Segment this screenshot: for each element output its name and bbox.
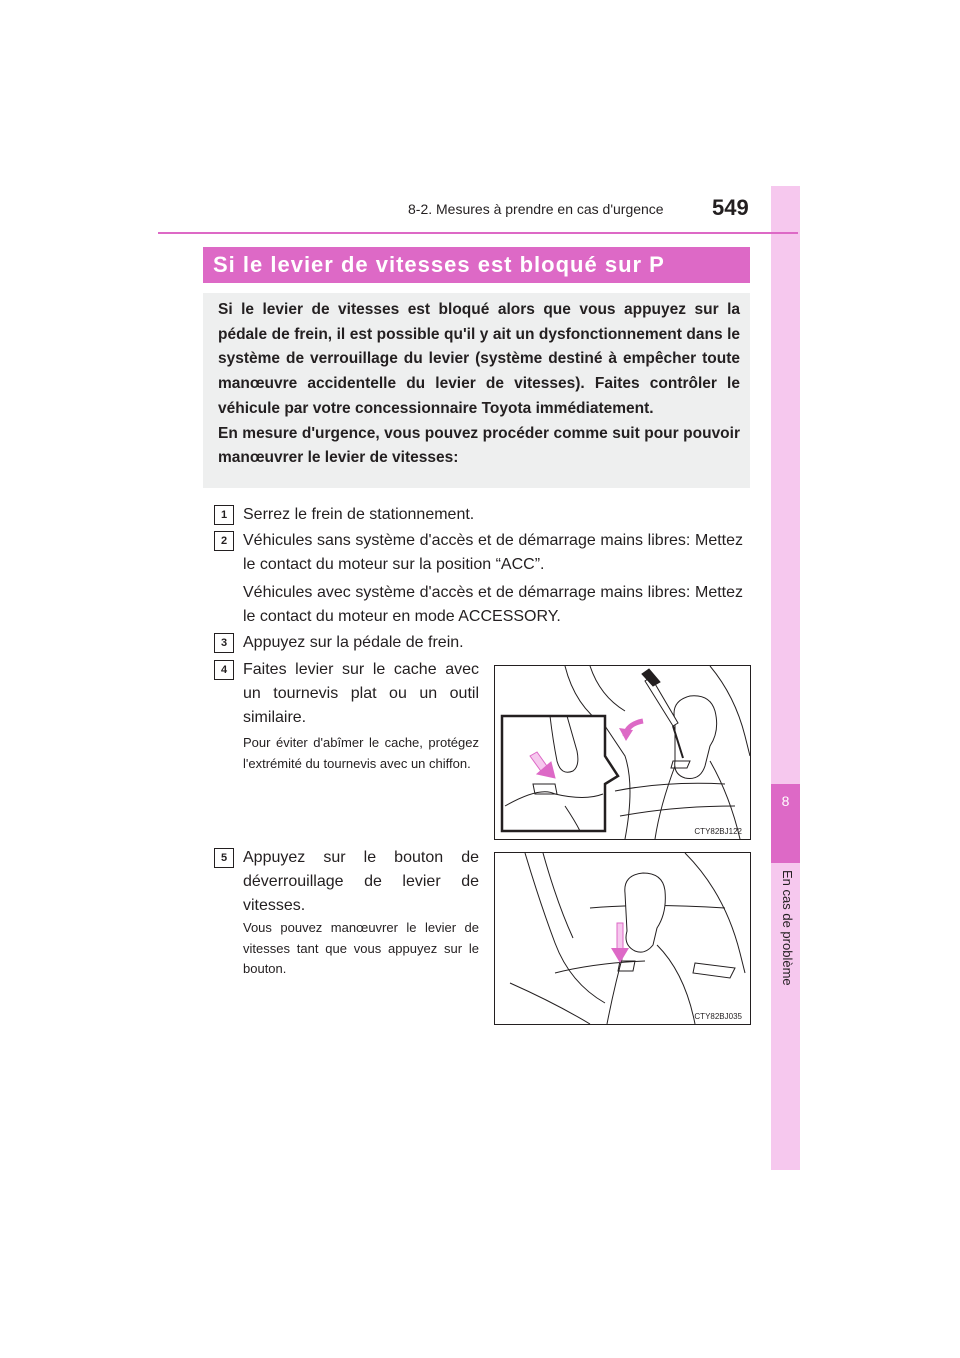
step-number: 5	[214, 848, 234, 868]
figure-code: CTY82BJ035	[694, 1012, 742, 1021]
step-note: Vous pouvez manœuvrer le levier de vitesses tant que vous appuyez sur le bouton.	[243, 920, 479, 976]
step-text: Appuyez sur la pédale de frein.	[243, 634, 464, 651]
page-number: 549	[712, 195, 749, 220]
chapter-title: En cas de problème	[780, 870, 795, 986]
step-text: Faites levier sur le cache avec un tournevis plat ou un outil similaire.	[243, 661, 479, 726]
header-rule	[158, 232, 798, 234]
figure-shift-lock-release	[494, 852, 751, 1025]
shift-lock-release-illustration	[495, 853, 750, 1024]
step-number: 4	[214, 660, 234, 680]
chapter-number: 8	[781, 793, 790, 809]
step-text: Appuyez sur le bouton de déverrouillage de levier de vitesses.	[243, 849, 479, 914]
step-text: Véhicules sans système d'accès et de démarrage mains libres: Mettez le contact du moteur sur la position “ACC”.	[243, 532, 743, 573]
intro-paragraph-1: Si le levier de vitesses est bloqué alors que vous appuyez sur la pédale de frein, il est possible qu'il y ait un dysfonctionnement dans le système de verrouillage du levier (système destiné à empêcher toute manœuvre accidentelle du levier de vitesses). Faites contrôler le véhicule par votre concessionnaire Toyota immédiatement.	[218, 301, 740, 417]
step-number: 2	[214, 531, 234, 551]
screwdriver-cover-illustration	[495, 666, 750, 839]
step-text-variant: Véhicules avec système d'accès et de démarrage mains libres: Mettez le contact du moteur en mode ACCESSORY.	[243, 584, 743, 625]
intro-paragraph-2: En mesure d'urgence, vous pouvez procéder comme suit pour pouvoir manœuvrer le levier de vitesses:	[218, 424, 740, 467]
step-text: Serrez le frein de stationnement.	[243, 506, 475, 523]
intro-text	[218, 298, 740, 471]
figure-screwdriver-cover	[494, 665, 751, 840]
section-header: 8-2. Mesures à prendre en cas d'urgence	[408, 201, 664, 217]
step-number: 1	[214, 505, 234, 525]
figure-code: CTY82BJ122	[694, 827, 742, 836]
page-title: Si le levier de vitesses est bloqué sur P	[213, 252, 665, 277]
step-number: 3	[214, 633, 234, 653]
step-note: Pour éviter d'abîmer le cache, protégez l'extrémité du tournevis avec un chiffon.	[243, 735, 479, 771]
